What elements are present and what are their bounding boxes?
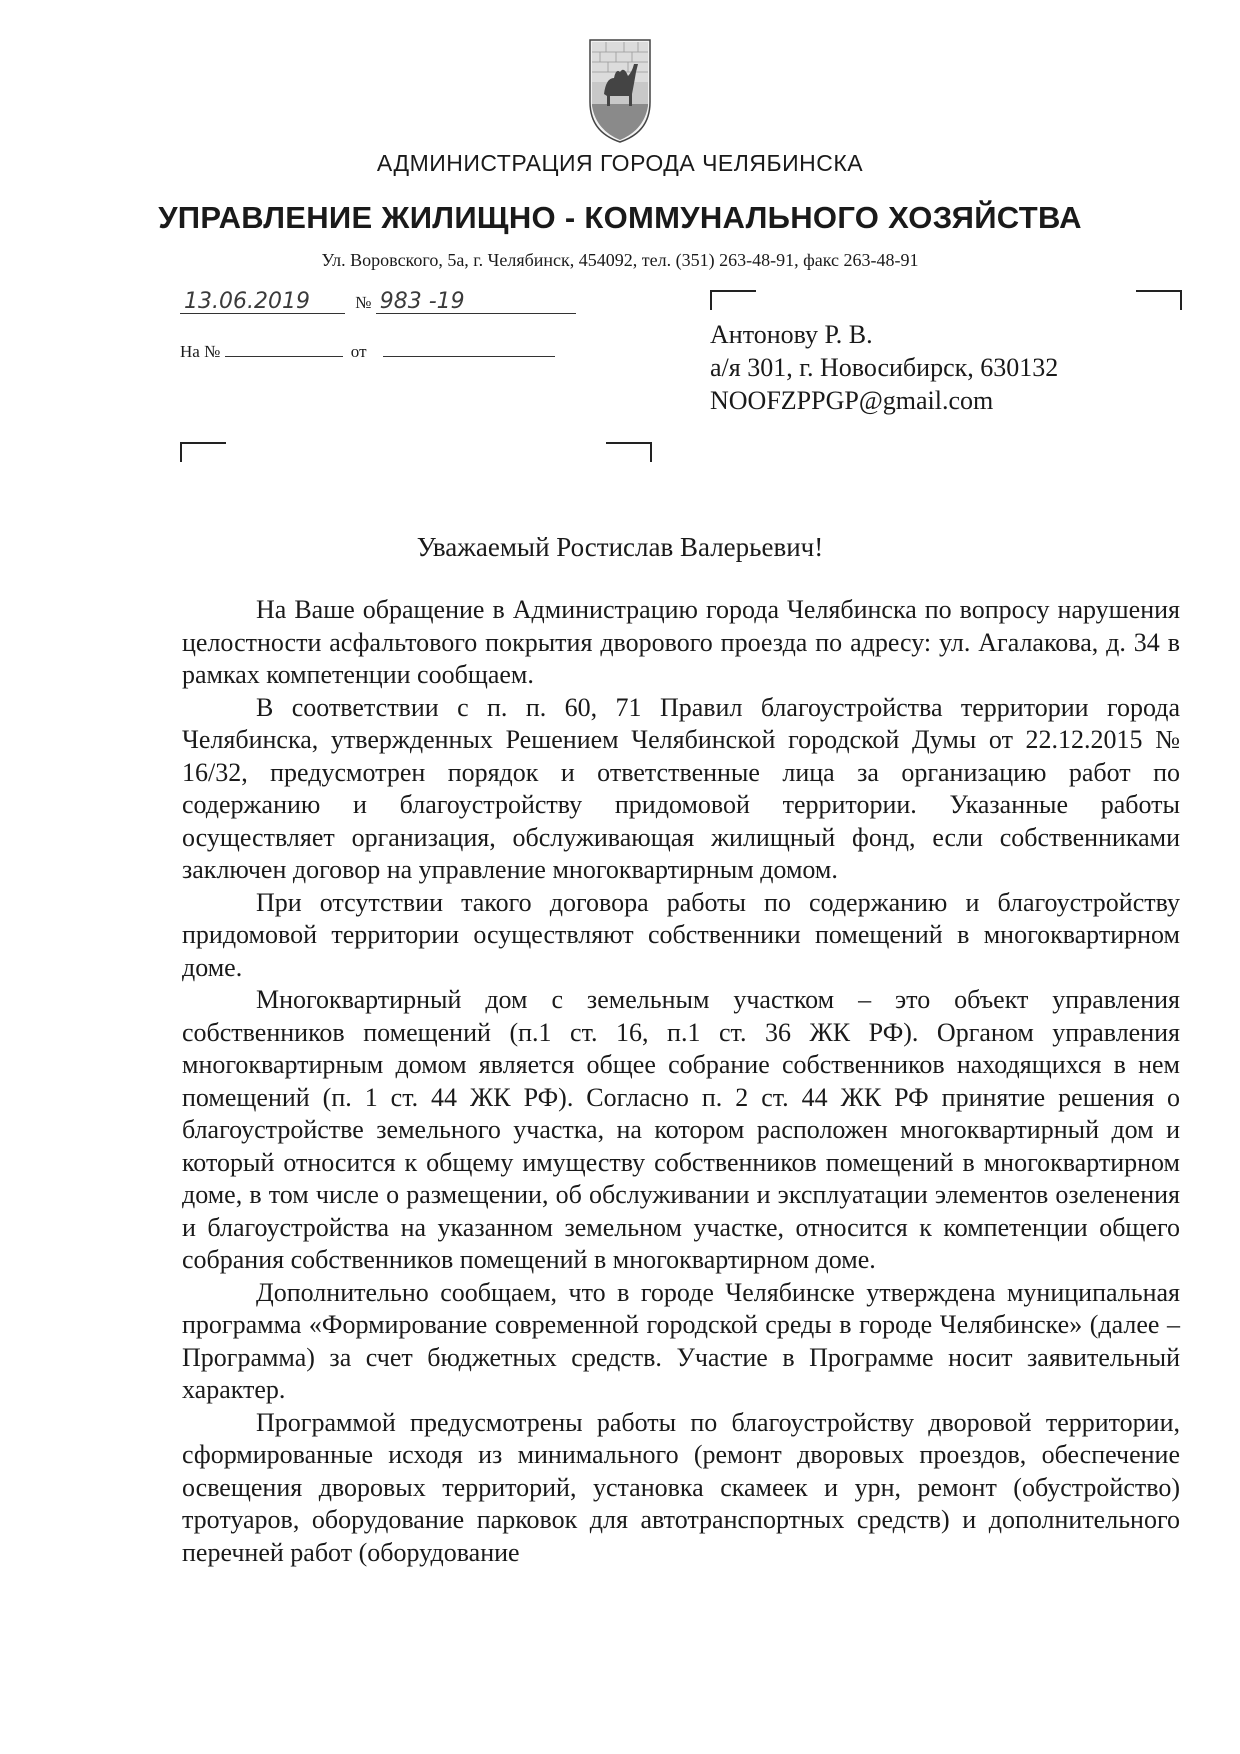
addressee-email: NOOFZPPGP@gmail.com (710, 386, 994, 415)
addressee-address: а/я 301, г. Новосибирск, 630132 (710, 353, 1059, 382)
body-paragraph: В соответствии с п. п. 60, 71 Правил благоустройства территории города Челябинска, утвержденных Решением Челябинской городской Думы от 22.12.2015 № 16/32, предусмотрен порядок и ответственные лица за организацию работ по содержанию и благоустройству придомовой территории. Указанные работы осуществляет организация, обслуживающая жилищный фонд, если собственниками заключен договор на управление многоквартирным домом. (182, 692, 1180, 884)
registration-date: 13.06.2019 (184, 289, 310, 314)
city-emblem-camel-icon (588, 34, 652, 144)
subject-corner-top-right (606, 442, 652, 462)
registration-number: 983 -19 (379, 289, 465, 314)
addressee-name: Антонову Р. В. (710, 320, 873, 349)
body-paragraph: Дополнительно сообщаем, что в городе Челябинске утверждена муниципальная программа «Формирование современной городской среды в городе Челябинске» (далее – Программа) за счет бюджетных средств. Участие в Программе носит заявительный характер. (182, 1277, 1180, 1404)
registration-number-field (376, 289, 576, 314)
org-department-title: УПРАВЛЕНИЕ ЖИЛИЩНО - КОММУНАЛЬНОГО ХОЗЯЙСТВА (158, 200, 1082, 235)
letter-body (182, 594, 1180, 1569)
body-paragraph: Программой предусмотрены работы по благоустройству дворовой территории, сформированные исходя из минимального (ремонт дворовых проездов, обеспечение освещения дворовых территорий, установка скамеек и урн, ремонт (обустройство) тротуаров, оборудование парковок для автотранспортных средств) и дополнительного перечней работ (оборудование (182, 1407, 1180, 1567)
body-paragraph: Многоквартирный дом с земельным участком – это объект управления собственников помещений (п.1 ст. 16, п.1 ст. 36 ЖК РФ). Органом управления многоквартирным домом является общее собрание собственников находящихся в нем помещений (п. 1 ст. 44 ЖК РФ). Согласно п. 2 ст. 44 ЖК РФ принятие решения о благоустройстве земельного участка, на котором расположен многоквартирный дом и который относится к общему имуществу собственников помещений в многоквартирном доме, в том числе о размещении, об обслуживании и эксплуатации элементов озеленения и благоустройства на указанном земельном участке, относится к компетенции общего собрания собственников помещений в многоквартирном доме. (182, 985, 1180, 1274)
subject-corner-top-left (180, 442, 226, 462)
org-administration-title: АДМИНИСТРАЦИЯ ГОРОДА ЧЕЛЯБИНСКА (376, 150, 864, 176)
registration-number-label: № (355, 293, 372, 312)
body-paragraph: При отсутствии такого договора работы по содержанию и благоустройству придомовой территории осуществляют собственники помещений в многоквартирном доме. (182, 887, 1180, 982)
salutation: Уважаемый Ростислав Валерьевич! (416, 532, 824, 562)
addressee-block (710, 318, 1058, 417)
org-address: Ул. Воровского, 5а, г. Челябинск, 454092, тел. (351) 263-48-91, факс 263-48-91 (321, 250, 919, 270)
reference-date-label: от (350, 342, 367, 361)
body-paragraph: На Ваше обращение в Администрацию города Челябинска по вопросу нарушения целостности асфальтового покрытия дворового проезда по адресу: ул. Агалакова, д. 34 в рамках компетенции сообщаем. (182, 595, 1180, 689)
reference-number-field (225, 356, 343, 357)
reference-number-label: На № (180, 342, 221, 361)
registration-date-field (180, 289, 345, 314)
reference-date-field (383, 356, 555, 357)
reference-row (180, 342, 555, 362)
addressee-corner-top-left (710, 290, 756, 310)
registration-date-row (180, 289, 576, 314)
addressee-corner-top-right (1136, 290, 1182, 310)
